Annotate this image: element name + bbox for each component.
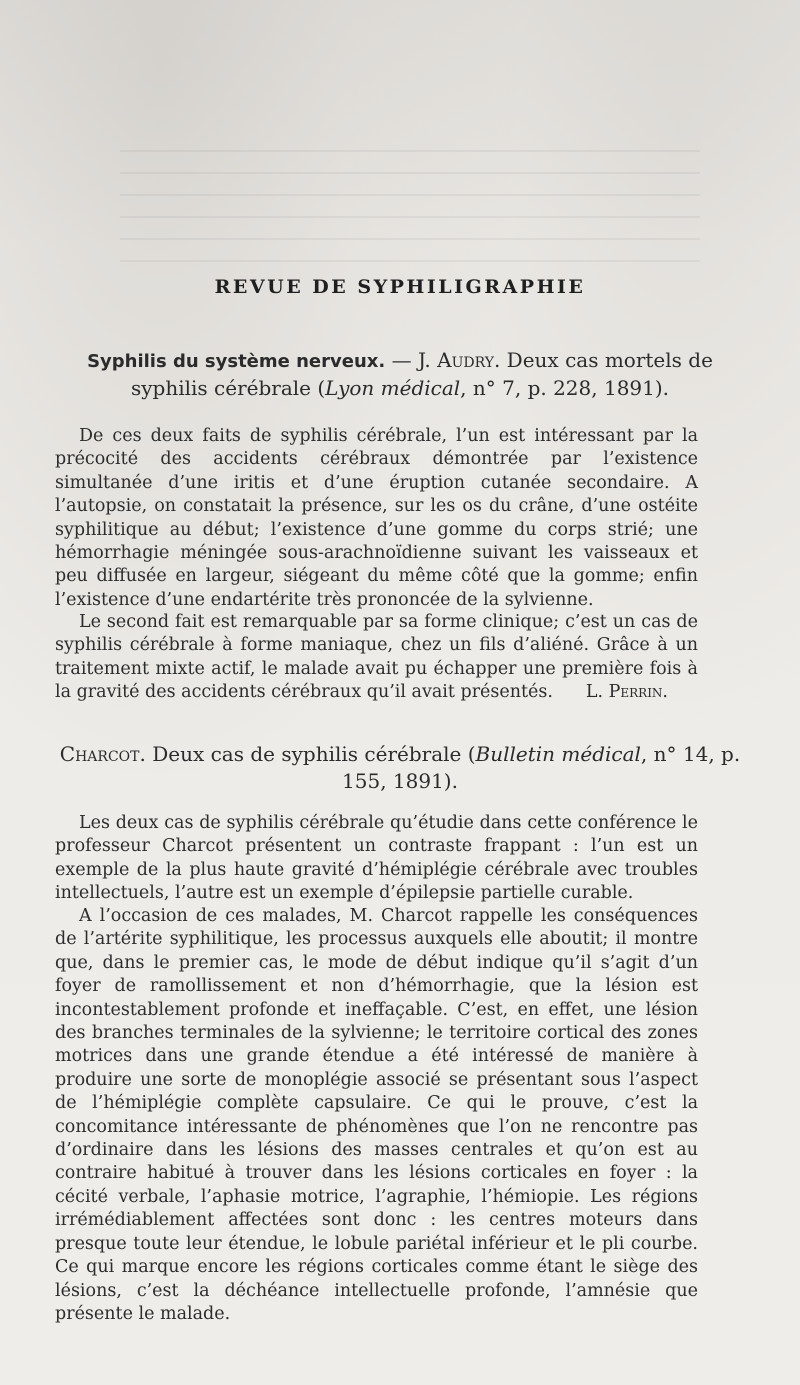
review-2-title-rest: . Deux cas de syphilis cérébrale ( [139,742,476,766]
review-2-paragraph-1: Les deux cas de syphilis cérébrale qu’étudie dans cette conférence le professeur Charcot présentent un contraste frappant : l’un est un exemple de la plus haute gravité d’hémiplégie cérébrale avec troubles intellectuels, l’autre est un exemple d’épilepsie partielle curable. [55,813,698,904]
review-1-dash: — J. [385,348,438,372]
review-1-title-rest: . Deux cas mortels de syphilis cérébrale ( [130,348,713,400]
review-1-bold-title: Syphilis du système nerveux. [87,351,386,372]
review-2-citation: , n° 14, p. 155, 1891). [342,742,741,793]
review-2-title [55,741,745,795]
review-1-paragraph-2-text: Le second fait est remarquable par sa forme clinique; c’est un cas de syphilis cérébrale à forme maniaque, chez un fils d’aliéné. Grâce à un traitement mixte actif, le malade avait pu échapper une première fois à la gravité des accidents cérébraux qu’il avait présentés. [55,612,698,703]
review-2-paragraph-2: A l’occasion de ces malades, M. Charcot rappelle les conséquences de l’artérite syphilitique, les processus auxquels elle aboutit; il montre que, dans le premier cas, le mode de début indique qu’il s’agit d’un foyer de ramollissement et non d’hémorrhagie, que la lésion est incontestablement profonde et ineffaçable. C’est, en effet, une lésion des branches terminales de la sylvienne; le territoire cortical des zones motrices dans une grande étendue a été intéressé de manière à produire une sorte de monoplégie associé se présentant sous l’aspect de l’hémiplégie complète capsulaire. Ce qui le prouve, c’est la concomitance intéressante de phénomènes que l’on ne rencontre pas d’ordinaire dans les lésions des masses centrales et qu’on est au contraire habitué à trouver dans les lésions corticales en foyer : la cécité verbale, l’aphasie motrice, l’agraphie, l’hémiopie. Les régions irrémédiablement affectées sont donc : les centres moteurs dans presque toute leur étendue, le lobule pariétal inférieur et le pli courbe. Ce qui marque encore les régions corticales comme étant le siège des lésions, c’est la déchéance intellectuelle profonde, l’amnésie que présente le malade. [55,906,698,1324]
review-1-citation: , n° 7, p. 228, 1891). [460,376,670,400]
review-1-paragraph-1: De ces deux faits de syphilis cérébrale, l’un est intéressant par la précocité des accidents cérébraux démontrée par l’existence simultanée d’une iritis et d’une éruption cutanée secondaire. A l’autopsie, on constatait la présence, sur les os du crâne, d’une ostéite syphilitique au début; l’existence d’une gomme du corps strié; une hémorrhagie méningée sous-arachnoïdienne suivant les vaisseaux et peu diffusée en largeur, siégeant du même côté que la gomme; enfin l’existence d’une endartérite très prononcée de la sylvienne. [55,426,698,610]
review-1-author: Audry [437,348,494,372]
review-1-signature: L. Perrin. [585,682,668,703]
review-1-journal: Lyon médical [325,376,461,400]
review-2-journal: Bulletin médical [475,742,641,766]
review-2-author: Charcot [59,742,140,766]
section-heading: REVUE DE SYPHILIGRAPHIE [214,276,586,298]
review-1-title [55,347,745,402]
review-1-paragraph-2 [55,611,698,705]
